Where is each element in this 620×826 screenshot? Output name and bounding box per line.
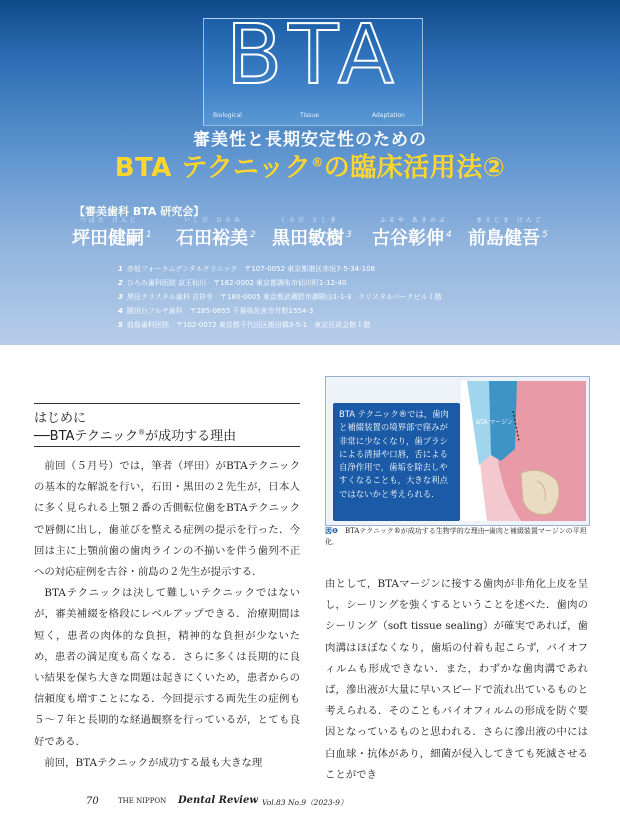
title-tail: の臨床活用法② xyxy=(323,153,506,183)
figure-1 xyxy=(325,376,590,526)
author-name: 坪田健嗣 $^1$ xyxy=(72,228,152,249)
figure-callout xyxy=(333,403,460,521)
title-main: BTA テクニック xyxy=(114,153,312,183)
section-rule-bottom xyxy=(34,446,300,447)
body-column-left xyxy=(34,456,300,774)
author-name: 黒田敏樹 $^3$ xyxy=(272,228,352,249)
society-label: 【審美歯科 BTA 研究会】 xyxy=(74,205,205,218)
drawing-label: BTA マージン xyxy=(476,419,514,426)
affiliation-2: 2 ひろみ歯科医院 京王仙川 〒182-0002 東京都調布市仙川町1-12-40 xyxy=(118,279,347,287)
section-rule-top xyxy=(34,403,300,404)
body-paragraph: 由として，BTAマージンに接する歯肉が非角化上皮を呈し，シーリングを強くするということを述べた．歯肉のシーリング（soft tissue sealing）が確実であれば，歯肉溝はほぼなくなり，歯垢の付着も起こらず，バイオフィルムも形成できない．また，わずかな歯肉溝であれば，滲出液が大量に早いスピードで流れ出ているものと考えられる．そのこともバイオフィルムの形成を防ぐ要因となっているものと思われる．さらに滲出液の中には白血球・抗体があり，細菌が侵入してきても死滅させることができ xyxy=(325,578,588,781)
author-ruby: ふるや あきのぶ xyxy=(380,217,448,224)
body-paragraph: 前回，BTAテクニックが成功する最も大きな理 xyxy=(44,756,263,769)
logo-word-tissue: Tissue xyxy=(300,112,319,119)
registered-mark: ® xyxy=(311,155,324,170)
gingiva-illustration xyxy=(461,381,586,521)
article-header xyxy=(0,0,620,345)
logo-word-adaptation: Adaptation xyxy=(372,112,405,119)
bta-logo xyxy=(203,8,423,126)
figure-caption: 図❶ BTAテクニック®が成功する生物学的な理由─歯肉と補綴装置マージンの平坦化． xyxy=(325,527,587,546)
author-5 xyxy=(468,215,548,250)
affiliation-1: 1 赤坂フォーラムデンタルクリニック 〒107-0052 東京都港区赤坂7-5-34-108 xyxy=(118,265,376,273)
body-column-right xyxy=(325,574,588,786)
page-footer xyxy=(0,796,620,812)
body-paragraph: 前回（５月号）では，筆者（坪田）がBTAテクニックの基本的な解説を行い，石田・黒田の２先生が，日本人に多く見られる上顎２番の舌側転位歯をBTAテクニックで唇側に出し，歯並びを整える症例の提示を行った．今回は主に上顎前歯の歯肉ラインの不揃いを伴う歯列不正への対応症例を古谷・前島の２先生が提示する． xyxy=(34,460,300,579)
logo-text: BTA xyxy=(225,8,401,103)
author-ruby: まえじま けんご xyxy=(476,217,544,224)
logo-word-biological: Biological xyxy=(213,112,242,119)
affiliation-5: 5 前島歯科医院 〒102-0072 東京都千代田区飯田橋3-5-1 東京区政会館１階 xyxy=(118,321,371,329)
author-name: 石田裕美 $^2$ xyxy=(176,228,256,249)
author-ruby: くろだ としき xyxy=(280,217,339,224)
affiliation-3: 3 黒田クリスタル歯科 吉祥寺 〒180-0005 東京都武蔵野市御殿山1-1-3 クリスタルパークビル１階 xyxy=(118,293,442,301)
author-name: 古谷彰伸 $^4$ xyxy=(372,228,452,249)
section-subtitle: ──BTAテクニック®が成功する理由 xyxy=(34,428,237,444)
page-number: 70 xyxy=(86,796,99,807)
author-ruby: いしだ ひろみ xyxy=(184,217,243,224)
article-subtitle: 審美性と長期安定性のための xyxy=(193,130,427,150)
author-4 xyxy=(372,215,452,250)
author-1 xyxy=(72,215,152,250)
journal-prefix: THE NIPPON xyxy=(118,797,167,805)
affiliation-list xyxy=(118,262,598,332)
body-paragraph: BTAテクニックは決して難しいテクニックではないが，審美補綴を格段にレベルアップできる．治療期間は短く，患者の肉体的な負担，精神的な負担が少ないため，患者の満足度も高くなる．さらに多くは長期的に良い結果を保ち大きな問題は起きにくいため，患者からの信頼度も増すことになる．今回提示する両先生の症例も５～７年と長期的な経過観察を行っているが，とても良好である． xyxy=(34,587,300,748)
figure-callout-text: BTA テクニック®では，歯肉と補綴装置の境界部で窪みが非常に少なくなり，歯ブラシによる清掃や口唇，舌による自浄作用で，歯垢を除去しやすくなることも，大きな利点ではないかと考えられる． xyxy=(339,409,449,499)
journal-name: Dental Review xyxy=(178,795,258,806)
author-2 xyxy=(176,215,256,250)
affiliation-4: 4 勝田台フルヤ歯科 〒285-0855 千葉県佐倉市井野1554-3 xyxy=(118,307,314,315)
section-title: はじめに xyxy=(34,411,87,426)
author-ruby: つぼた けんじ xyxy=(80,217,139,224)
journal-volume: Vol.83 No.9（2023-9） xyxy=(262,798,348,807)
author-name: 前島健吾 $^5$ xyxy=(468,228,548,249)
author-3 xyxy=(272,215,352,250)
author-list xyxy=(72,215,592,255)
article-title xyxy=(0,147,620,184)
